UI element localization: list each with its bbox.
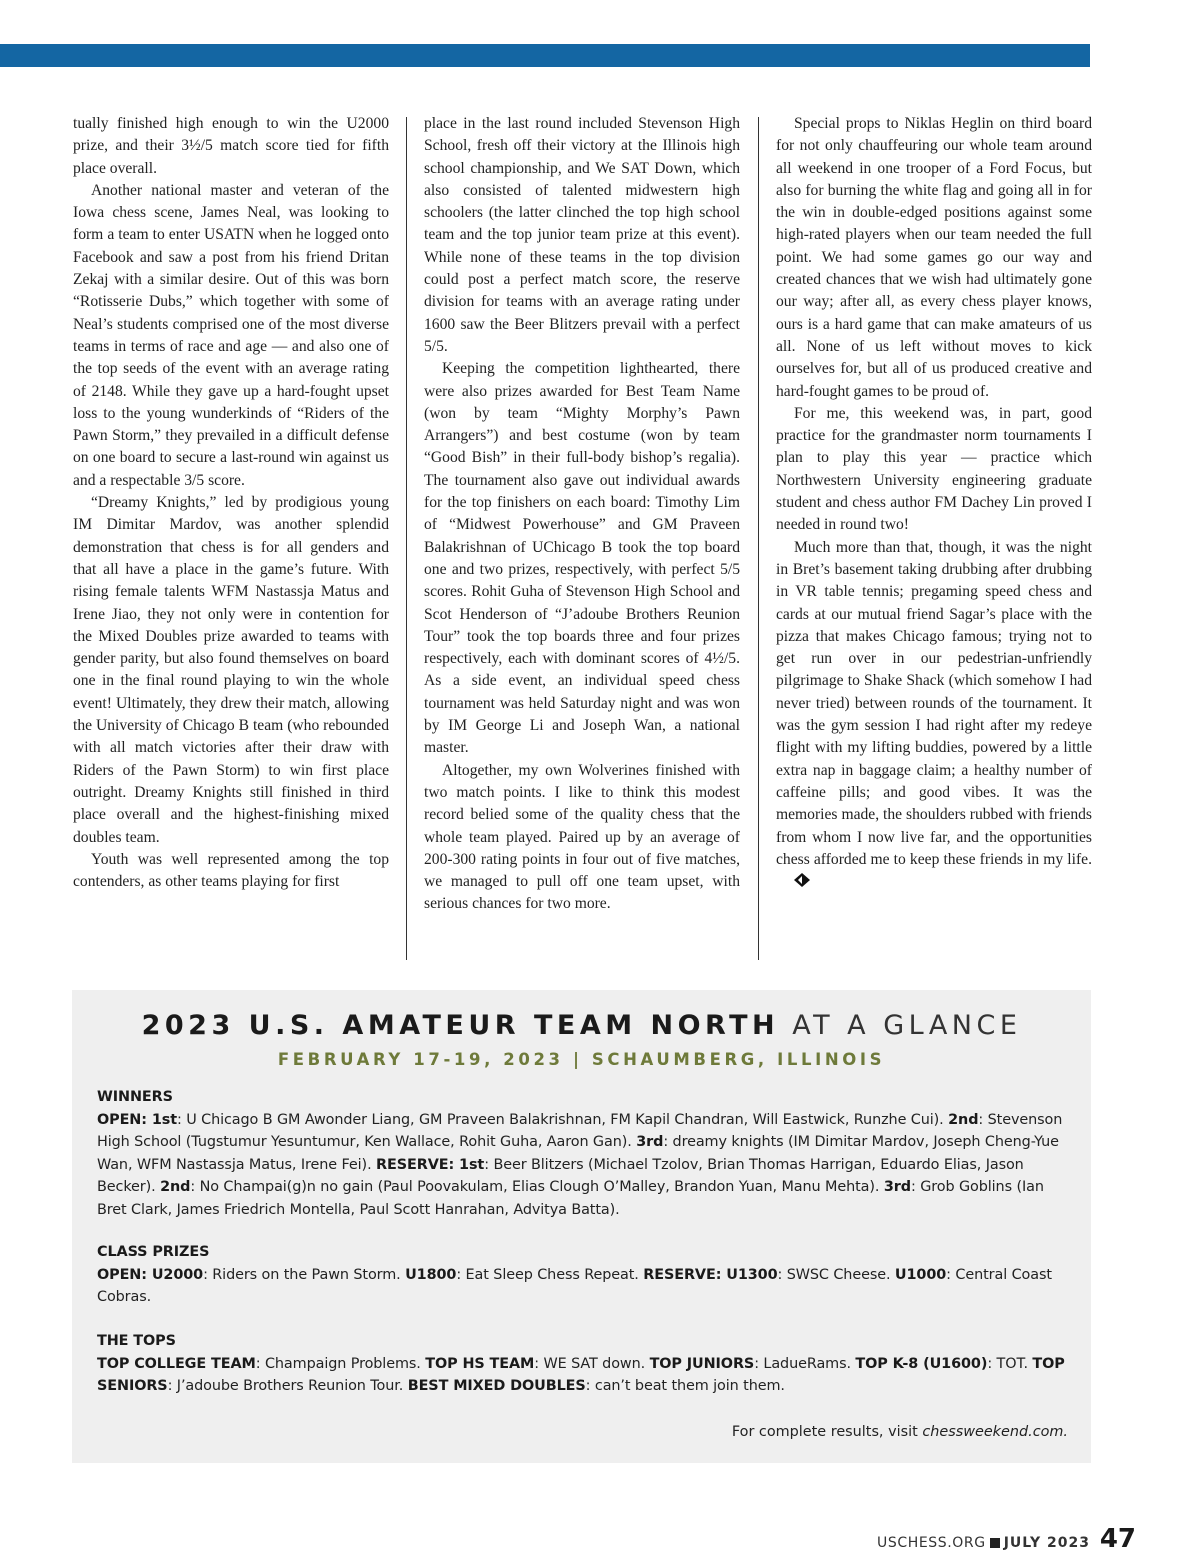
column-1: [73, 113, 389, 893]
paragraph: “Dreamy Knights,” led by prodigious young IM Dimitar Mardov, was another splendid demonstration that chess is for all genders and that all have a place in the game’s future. With rising female talents WFM Nastassja Matus and Irene Jiao, they not only were in contention for the Mixed Doubles prize awarded to teams with gender parity, but also found themselves on board one in the final round playing to win the whole event! Ultimately, they drew their match, allowing the University of Chicago B team (who rebounded with all match victories after their draw with Riders of the Pawn Storm) to win first place outright. Dreamy Knights still finished in third place overall and the highest-finishing mixed doubles team.: [73, 494, 389, 846]
issue-date: JULY 2023: [1003, 1535, 1090, 1551]
section-heading: THE TOPS: [97, 1333, 176, 1349]
column-divider: [758, 117, 759, 960]
glance-title-light: AT A GLANCE: [792, 1010, 1022, 1041]
column-3: [776, 113, 1092, 893]
paragraph: Altogether, my own Wolverines finished with two match points. I like to think this modest record belied some of the quality chess that the whole team played. Paired up by an average of 200-300 rating points in four out of five matches, we managed to pull off one team upset, with serious chances for two more.: [424, 761, 740, 913]
winners-section: [97, 1086, 1072, 1221]
glance-subtitle: FEBRUARY 17-19, 2023 | SCHAUMBERG, ILLINOIS: [277, 1050, 886, 1069]
page-footer: [877, 1535, 1090, 1551]
column-2: [424, 113, 740, 916]
paragraph-text: Much more than that, though, it was the night in Bret’s basement taking drubbing after drubbing in VR table tennis; pregaming speed chess and cards at our mutual friend Sagar’s place with the pizza that makes Chicago famous; trying not to get run over in our pedestrian-unfriendly pilgrimage to Shake Shack (which somehow I had never tried) between rounds of the tournament. It was the gym session I had right after my redeye flight with my lifting buddies, powered by a little extra nap in baggage claim; a healthy number of caffeine pills; and good vibes. It was the memories made, the shoulders rubbed with friends from whom I now live far, and the opportunities chess afforded me to keep these friends in my life.: [776, 538, 1092, 868]
paragraph: Keeping the competition lighthearted, there were also prizes awarded for Best Team Name (won by team “Mighty Morphy’s Pawn Arrangers”) and best costume (won by team “Good Bish” in their full-body bishop’s regalia). The tournament also gave out individual awards for the top finishers on each board: Timothy Lim of “Midwest Powerhouse” and GM Praveen Balakrishnan of UChicago B took the top board one and two prizes, respectively, with perfect 5/5 scores. Rohit Guha of Stevenson High School and Scot Henderson of “J’adoube Brothers Reunion Tour” took the top boards three and four prizes respectively, each with dominant scores of 4½/5. As a side event, an individual speed chess tournament was held Saturday night and was won by IM George Li and Joseph Wan, a national master.: [424, 360, 740, 757]
tops-section: [97, 1330, 1072, 1398]
article-body: [73, 113, 1092, 963]
at-a-glance-box: [72, 990, 1091, 1463]
paragraph: Special props to Niklas Heglin on third board for not only chauffeuring our whole team around all weekend in one trooper of a Ford Focus, but also for burning the white flag and going all in for the win in double-edged positions against some high-rated players when our team needed the full point. We had some games go our way and created chances that we wish had ultimately gone our way; after all, as every chess player knows, ours is a hard game that can make amateurs of us all. None of us left without moves to kick ourselves for, but all of us produced creative and hard-fought games to be proud of.: [776, 115, 1092, 400]
results-link[interactable]: chessweekend.com.: [922, 1424, 1068, 1440]
tops-text: TOP COLLEGE TEAM: Champaign Problems. TOP HS TEAM: WE SAT down. TOP JUNIORS: LadueRams. TOP K-8 (U1600): TOT. TOP SENIORS: J’adoube Brothers Reunion Tour. BEST MIXED DOUBLES: can’t beat them join them.: [97, 1355, 1065, 1394]
paragraph: place in the last round included Stevenson High School, fresh off their victory at the Illinois high school championship, and We SAT Down, which also consisted of talented midwestern high schoolers (the latter clinched the top high school team and the top junior team prize at this event). While none of these teams in the top division could post a perfect match score, the reserve division for teams with an average rating under 1600 saw the Beer Blitzers prevail with a perfect 5/5.: [424, 115, 740, 355]
glance-title-strong: 2023 U.S. AMATEUR TEAM NORTH: [141, 1010, 780, 1041]
paragraph: tually finished high enough to win the U2000 prize, and their 3½/5 match score tied for fifth place overall.: [73, 115, 389, 177]
page-number: 47: [1099, 1524, 1136, 1554]
paragraph: [776, 537, 1092, 894]
column-divider: [406, 117, 407, 960]
results-footnote: For complete results, visit chessweekend.com.: [731, 1424, 1068, 1440]
paragraph: Another national master and veteran of the Iowa chess scene, James Neal, was looking to form a team to enter USATN when he logged onto Facebook and saw a post from his friend Dritan Zekaj with a similar desire. Out of this was born “Rotisserie Dubs,” which together with some of Neal’s students comprised one of the most diverse teams in terms of race and age — and also one of the top seeds of the event with an average rating of 2148. While they gave up a hard-fought upset loss to the young wunderkinds of “Riders of the Pawn Storm,” they prevailed in a difficult defense on one board to secure a last-round win against us and a respectable 3/5 score.: [73, 181, 389, 489]
end-of-article-icon: [776, 872, 792, 886]
winners-text: OPEN: 1st: U Chicago B GM Awonder Liang, GM Praveen Balakrishnan, FM Kapil Chandran, Will Eastwick, Runzhe Cui). 2nd: Stevenson High School (Tugstumur Yesuntumur, Ken Wallace, Rohit Guha, Aaron Gan). 3rd: dreamy knights (IM Dimitar Mardov, Joseph Cheng-Yue Wan, WFM Nastassja Matus, Irene Fei). RESERVE: 1st: Beer Blitzers (Michael Tzolov, Brian Thomas Harrigan, Eduardo Elias, Jason Becker). 2nd: No Champai(g)n no gain (Paul Poovakulam, Elias Clough O’Malley, Brandon Yuan, Manu Mehta). 3rd: Grob Goblins (Ian Bret Clark, James Friedrich Montella, Paul Scott Hanrahan, Advitya Batta).: [97, 1111, 1063, 1218]
site-name: USCHESS.ORG: [877, 1535, 986, 1551]
class-prizes-section: [97, 1241, 1072, 1309]
glance-title: [72, 1010, 1091, 1041]
paragraph: For me, this weekend was, in part, good practice for the grandmaster norm tournaments I plan to play this year — practice which Northwestern University engineering graduate student and chess author FM Dachey Lin proved I needed in round two!: [776, 404, 1092, 534]
class-prizes-text: OPEN: U2000: Riders on the Pawn Storm. U1800: Eat Sleep Chess Repeat. RESERVE: U1300: SWSC Cheese. U1000: Central Coast Cobras.: [97, 1266, 1052, 1305]
section-heading: CLASS PRIZES: [97, 1244, 210, 1260]
paragraph: Youth was well represented among the top contenders, as other teams playing for first: [73, 850, 389, 891]
top-color-bar: [0, 44, 1090, 67]
section-heading: WINNERS: [97, 1089, 173, 1105]
square-bullet-icon: [990, 1538, 1000, 1548]
